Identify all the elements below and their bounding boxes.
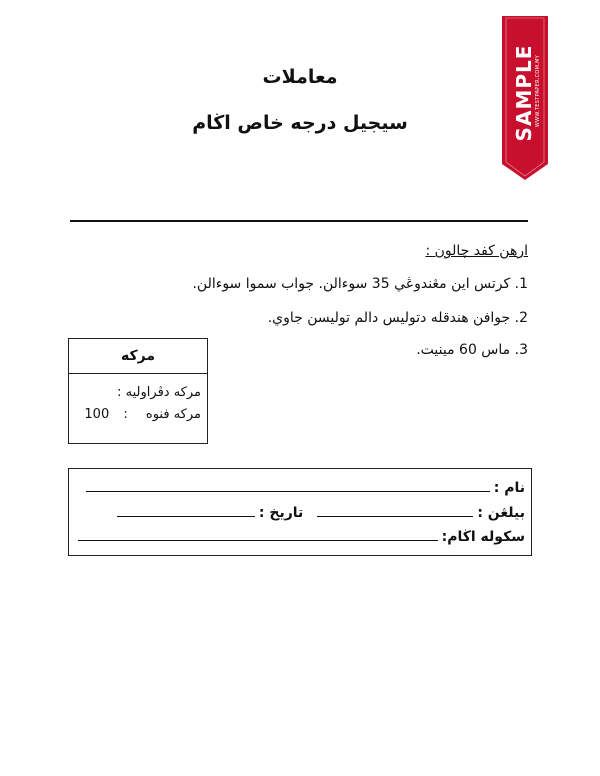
marks-obtained-label: مركه دڤراوليه : (117, 385, 201, 400)
school-field[interactable] (78, 526, 438, 541)
marks-full-separator: : (123, 407, 128, 422)
class-date-row (113, 502, 525, 521)
class-field[interactable] (317, 502, 473, 517)
date-field[interactable] (117, 502, 255, 517)
name-label: نام : (493, 480, 525, 496)
marks-box (68, 338, 208, 444)
subject-title: معاملات (262, 66, 338, 88)
instructions-heading: ارهن كفد چالون : (425, 243, 528, 259)
instruction-item: 2. جوافن هندقله دتوليس دالم توليسن جاوي. (267, 310, 528, 326)
instruction-item: 3. ماس 60 مينيت. (416, 342, 528, 358)
marks-title: مركه (69, 339, 207, 374)
sample-ribbon (502, 16, 548, 180)
sample-site: WWW.TESTPAPER.COM.MY (535, 54, 541, 128)
sample-label: SAMPLE (512, 44, 536, 142)
class-label: بيلڠن : (477, 505, 525, 521)
name-row (82, 477, 525, 496)
divider-line (70, 220, 528, 222)
school-label: سكوله اڬام: (441, 529, 525, 545)
marks-full-label: مركه فنوه (145, 407, 201, 422)
exam-title: سيجيل درجه خاص اڬام (192, 112, 408, 134)
marks-full-row (84, 407, 201, 422)
instruction-item: 1. كرتس اين مڠندوڠي 35 سوءالن. جواب سموا سوءالن. (192, 276, 528, 292)
marks-full-value: 100 (84, 407, 110, 422)
student-info-box (68, 468, 532, 556)
school-row (74, 526, 525, 545)
date-label: تاريخ : (258, 505, 304, 521)
name-field[interactable] (86, 477, 490, 492)
